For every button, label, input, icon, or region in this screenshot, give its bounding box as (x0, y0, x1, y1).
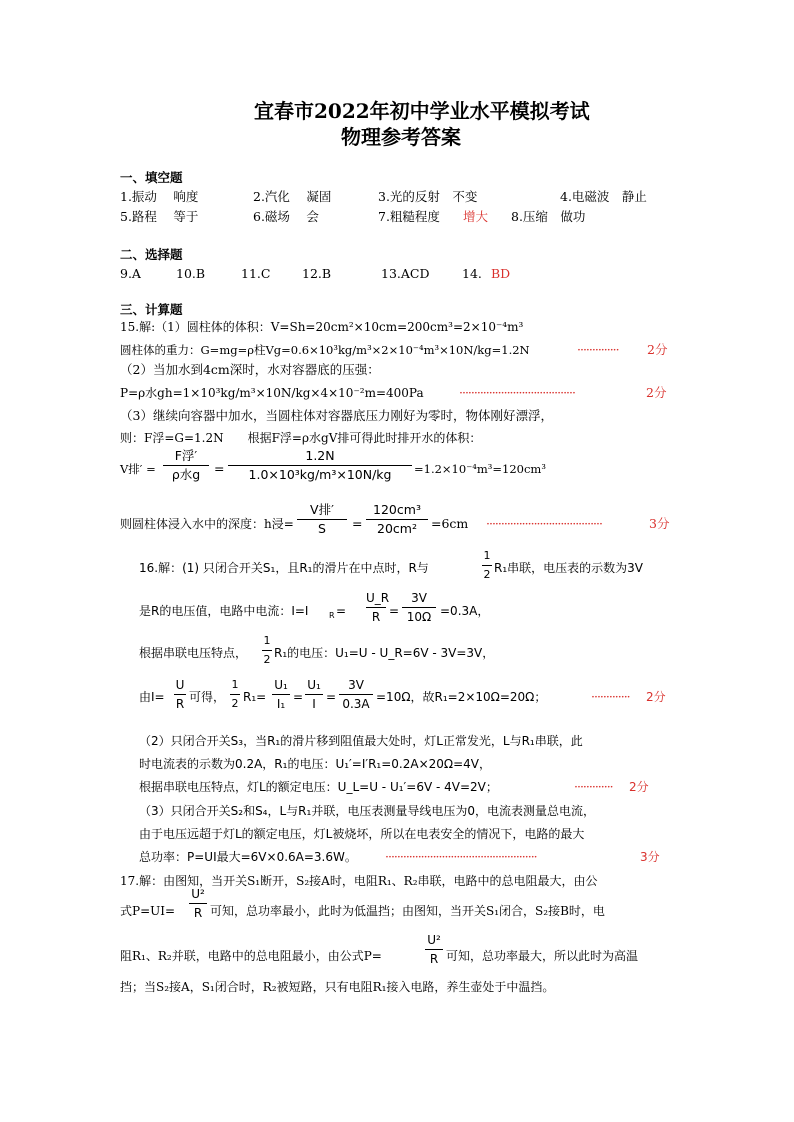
q17-line-2a: 式P=UI= (120, 904, 176, 918)
q16-line-4-eq1: = (293, 690, 304, 704)
q15-line-7-lead: V排′ = (120, 462, 156, 476)
q15-frac-depth-2 (366, 502, 428, 537)
frac-denominator: I₁ (276, 697, 286, 711)
frac-bar (228, 465, 412, 466)
section-heading-calc: 三、计算题 (120, 302, 183, 317)
q16-line-1a: 16.解：(1) 只闭合开关S₁，且R₁的滑片在中点时，R与 (139, 561, 429, 575)
q16-line-1b: R₁串联，电压表的示数为3V (494, 561, 643, 575)
frac-bar (425, 949, 443, 950)
frac-numerator: 1 (231, 678, 239, 691)
q15-line-8-lead: 则圆柱体浸入水中的深度：h浸= (120, 517, 294, 531)
frac-bar (305, 694, 323, 695)
q16-dots-3: ··················································· (385, 849, 537, 864)
q15-line-1: 15.解:（1）圆柱体的体积：V=Sh=20cm²×10cm=200cm³=2×10⁻⁴m³ (120, 320, 524, 334)
frac-numerator: U² (427, 933, 441, 947)
q15-line-7-tail: =1.2×10⁻⁴m³=120cm³ (414, 462, 546, 476)
q15-points-2: 2分 (646, 385, 667, 400)
frac-bar (174, 694, 186, 695)
title-sub: 物理参考答案 (341, 125, 461, 149)
q16-frac-half-3 (230, 677, 240, 712)
frac-numerator: 3V (348, 678, 364, 692)
q15-dots-3: ······································· (486, 516, 602, 531)
frac-bar (482, 565, 492, 566)
q16-line-10: 总功率：P=UI最大=6V×0.6A=3.6W。 (139, 850, 357, 864)
frac-bar (366, 519, 428, 520)
frac-numerator: 120cm³ (373, 502, 421, 517)
q16-line-2a: 是R的电压值，电路中电流：I=I (139, 604, 309, 618)
q16-frac-half (482, 548, 492, 583)
answer-8: 8.压缩 做功 (511, 209, 586, 224)
answer-7: 7.粗糙程度 (378, 209, 440, 224)
q17-line-4: 挡；当S₂接A，S₁闭合时，R₂被短路，只有电阻R₁接入电路，养生壶处于中温挡。 (120, 980, 555, 994)
q16-dots-1: ············· (591, 689, 630, 704)
q16-line-4a: 由I= (139, 690, 165, 704)
q16-points-1: 2分 (646, 690, 666, 704)
q16-frac-resist (339, 677, 373, 712)
frac-denominator: 1.0×10³kg/m³×10N/kg (248, 467, 392, 482)
answer-11: 11.C (241, 266, 271, 281)
answer-3: 3.光的反射 不变 (378, 189, 478, 204)
frac-denominator: 2 (263, 653, 271, 666)
frac-denominator: I (312, 697, 316, 711)
q16-line-4-eq2: = (326, 690, 337, 704)
q16-points-2: 2分 (629, 780, 649, 794)
frac-bar (297, 519, 347, 520)
q15-line-3: （2）当加水到4cm深时，水对容器底的压强： (120, 362, 380, 377)
frac-denominator: R (175, 697, 185, 711)
frac-bar (272, 694, 290, 695)
q16-frac-u1-i (305, 677, 323, 712)
answer-5: 5.路程 等于 (120, 209, 199, 224)
q16-frac-ur (366, 590, 390, 625)
title-main: 宜春市2022年初中学业水平模拟考试 (254, 99, 590, 123)
frac-numerator: 3V (411, 591, 427, 605)
q17-line-2b: 可知，总功率最小，此时为低温挡；由图知，当开关S₁闭合，S₂接B时，电 (210, 904, 605, 918)
q16-line-2-eq2: = (389, 604, 400, 618)
q15-line-8-tail: =6cm (431, 516, 469, 531)
q17-frac-power-1 (189, 886, 207, 921)
frac-denominator: R (193, 906, 203, 920)
q16-line-3b: R₁的电压：U₁=U - U_R=6V - 3V=3V， (274, 646, 495, 660)
q16-line-4c: R₁= (243, 690, 267, 704)
q16-frac-ohm (174, 677, 186, 712)
q16-points-3: 3分 (640, 850, 660, 864)
q15-frac-volume (228, 448, 412, 483)
q16-line-2b: =0.3A， (440, 604, 490, 618)
q16-line-4b: 可得， (189, 690, 226, 704)
section-heading-choice: 二、选择题 (120, 247, 183, 262)
q16-frac-current (402, 590, 436, 625)
q17-line-3b: 可知，总功率最大，所以此时为高温 (446, 949, 639, 963)
frac-denominator: ρ水g (171, 467, 201, 482)
q16-line-5: （2）只闭合开关S₃，当R₁的滑片移到阻值最大处时，灯L正常发光，L与R₁串联，此 (139, 734, 583, 748)
q16-frac-half-2 (262, 633, 272, 668)
q15-points-1: 2分 (647, 342, 668, 357)
answer-4: 4.电磁波 静止 (560, 189, 647, 204)
answer-14-highlight: BD (491, 266, 511, 281)
frac-denominator: 10Ω (406, 610, 432, 624)
q16-line-2-eq: = (336, 604, 347, 618)
frac-numerator: U₁ (274, 678, 288, 692)
answer-7-highlight: 增大 (463, 209, 489, 224)
q16-line-9: 由于电压远超于灯L的额定电压，灯L被烧坏，所以在电表安全的情况下，电路的最大 (139, 827, 585, 841)
q16-line-4d: =10Ω，故R₁=2×10Ω=20Ω； (376, 690, 547, 704)
q15-dots-2: ······································· (459, 385, 575, 400)
frac-numerator: F浮′ (174, 448, 198, 463)
q15-frac-buoyancy (163, 448, 209, 483)
frac-numerator: 1 (483, 549, 491, 562)
q16-line-6: 时电流表的示数为0.2A，R₁的电压：U₁′=I′R₁=0.2A×20Ω=4V， (139, 757, 491, 771)
q15-line-6: 则：F浮=G=1.2N 根据F浮=ρ水gV排可得此时排开水的体积： (120, 431, 482, 445)
frac-numerator: U² (191, 887, 205, 901)
q16-line-2-sub: R (329, 611, 335, 620)
frac-bar (262, 650, 272, 651)
q15-dots-1: ·············· (577, 342, 619, 357)
answer-1: 1.振动 响度 (120, 189, 199, 204)
frac-bar (163, 465, 209, 466)
answer-12: 12.B (302, 266, 332, 281)
q16-line-7: 根据串联电压特点，灯L的额定电压：U_L=U - U₁′=6V - 4V=2V； (139, 780, 498, 794)
answer-10: 10.B (176, 266, 206, 281)
frac-numerator: V排′ (310, 502, 334, 517)
frac-denominator: 0.3A (342, 697, 370, 711)
q15-line-2: 圆柱体的重力：G=mg=ρ柱Vg=0.6×10³kg/m³×2×10⁻⁴m³×10N/kg=1.2N (120, 343, 530, 357)
frac-numerator: 1 (263, 634, 271, 647)
q17-line-1: 17.解：由图知，当开关S₁断开，S₂接A时，电阻R₁、R₂串联，电路中的总电阻最大，由公 (120, 874, 598, 888)
frac-bar (402, 607, 436, 608)
frac-bar (189, 903, 207, 904)
q15-equals: = (214, 461, 225, 476)
q15-depth-equals: = (352, 516, 363, 531)
q17-frac-power-2 (425, 932, 443, 967)
section-heading-fill: 一、填空题 (120, 170, 183, 185)
q16-dots-2: ············· (574, 779, 613, 794)
frac-denominator: R (429, 952, 439, 966)
q17-line-3a: 阻R₁、R₂并联，电路中的总电阻最小，由公式P= (120, 949, 382, 963)
answer-2: 2.汽化 凝固 (253, 189, 332, 204)
frac-denominator: 20cm² (377, 521, 417, 536)
q16-frac-u1-i1 (272, 677, 290, 712)
frac-numerator: U_R (366, 591, 390, 605)
frac-numerator: U₁ (307, 678, 321, 692)
answer-14: 14. (462, 266, 482, 281)
frac-denominator: S (318, 521, 326, 536)
frac-denominator: 2 (231, 697, 239, 710)
q15-points-3: 3分 (649, 516, 670, 531)
frac-bar (339, 694, 373, 695)
q16-line-8: （3）只闭合开关S₂和S₄，L与R₁并联，电压表测量导线电压为0，电流表测量总电流， (139, 804, 595, 818)
answer-13: 13.ACD (381, 266, 430, 281)
q15-frac-depth-1 (297, 502, 347, 537)
frac-bar (230, 694, 240, 695)
answer-9: 9.A (120, 266, 141, 281)
q15-line-4: P=ρ水gh=1×10³kg/m³×10N/kg×4×10⁻²m=400Pa (120, 386, 424, 400)
q15-line-5: （3）继续向容器中加水，当圆柱体对容器底压力刚好为零时，物体刚好漂浮， (120, 408, 553, 423)
frac-numerator: 1.2N (305, 448, 335, 463)
answer-6: 6.磁场 会 (253, 209, 319, 224)
frac-denominator: R (371, 610, 381, 624)
frac-denominator: 2 (483, 568, 491, 581)
frac-bar (366, 607, 386, 608)
q16-line-3a: 根据串联电压特点， (139, 646, 248, 660)
frac-numerator: U (175, 678, 185, 692)
